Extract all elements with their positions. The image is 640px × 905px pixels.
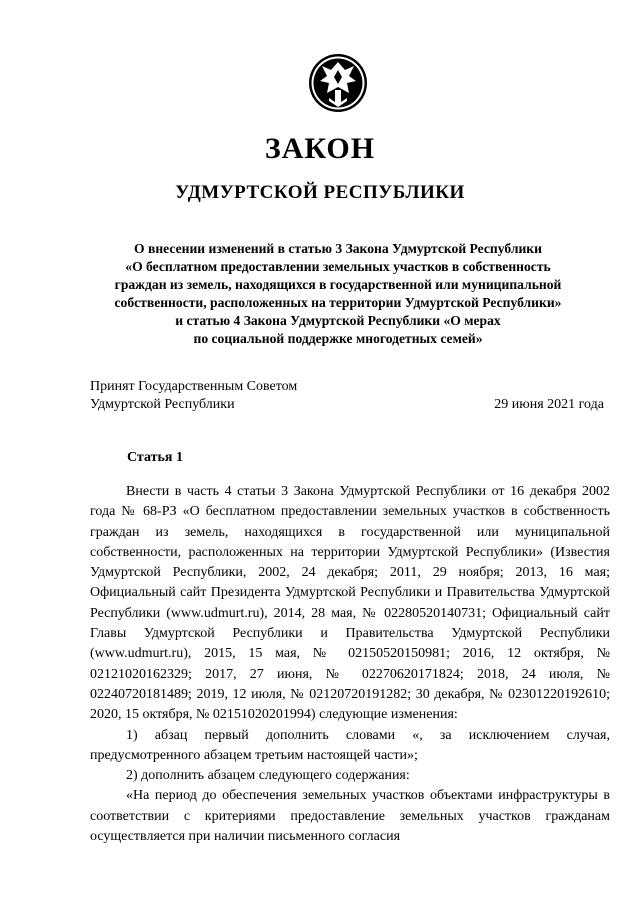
adoption-body-2: Удмуртской Республики bbox=[90, 397, 235, 412]
adoption-date: 29 июня 2021 года bbox=[494, 397, 604, 412]
adoption-block bbox=[90, 378, 610, 414]
coat-of-arms-emblem-icon bbox=[307, 52, 369, 114]
document-title: ЗАКОН bbox=[264, 132, 376, 165]
article-heading: Статья 1 bbox=[127, 450, 183, 465]
adoption-body: Принят Государственным Советом bbox=[90, 379, 298, 394]
law-title bbox=[70, 240, 606, 348]
paragraph: «На период до обеспечения земельных участков объектами инфраструктуры в соответствии с критериями предоставление земельных участков гражданам осуществляется при наличии письменного согласия bbox=[90, 788, 610, 845]
law-title-line: «О бесплатном предоставлении земельных участков в собственность bbox=[125, 259, 551, 274]
document-issuer: УДМУРТСКОЙ РЕСПУБЛИКИ bbox=[175, 182, 465, 203]
law-title-line: собственности, расположенных на территории Удмуртской Республики» bbox=[114, 295, 562, 310]
law-title-line: и статью 4 Закона Удмуртской Республики «О мерах bbox=[175, 313, 501, 328]
law-title-line: по социальной поддержке многодетных семей» bbox=[193, 331, 483, 346]
paragraph: Внести в часть 4 статьи 3 Закона Удмуртской Республики от 16 декабря 2002 года № 68-РЗ «О бесплатном предоставлении земельных участков в собственность граждан из земель, находящихся в государственной или муниципальной собственности, расположенных на территории Удмуртской Республики» (Известия Удмуртской Республики, 2002, 24 декабря; 2011, 29 ноября; 2013, 16 мая; Официальный сайт Президента Удмуртской Республики и Правительства Удмуртской Республики (www.udmurt.ru), 2014, 28 мая, № 02280520140731; Официальный сайт Главы Удмуртской Республики и Правительства Удмуртской Республики (www.udmurt.ru), 2015, 15 мая, № 02150520150981; 2016, 12 октября, № 02121020162329; 2017, 27 июня, № 02270620171824; 2018, 24 июля, № 02240720181489; 2019, 12 июля, № 02120720191282; 30 декабря, № 02301220192610; 2020, 15 октября, № 02151020201994) следующие изменения: bbox=[90, 484, 610, 723]
article-body bbox=[90, 482, 610, 847]
paragraph: 1) абзац первый дополнить словами «, за исключением случая, предусмотренного абзацем третьим настоящей части»; bbox=[90, 727, 610, 763]
paragraph: 2) дополнить абзацем следующего содержания: bbox=[126, 768, 410, 784]
law-title-line: О внесении изменений в статью 3 Закона Удмуртской Республики bbox=[134, 241, 542, 256]
law-title-line: граждан из земель, находящихся в государственной или муниципальной bbox=[114, 277, 562, 292]
